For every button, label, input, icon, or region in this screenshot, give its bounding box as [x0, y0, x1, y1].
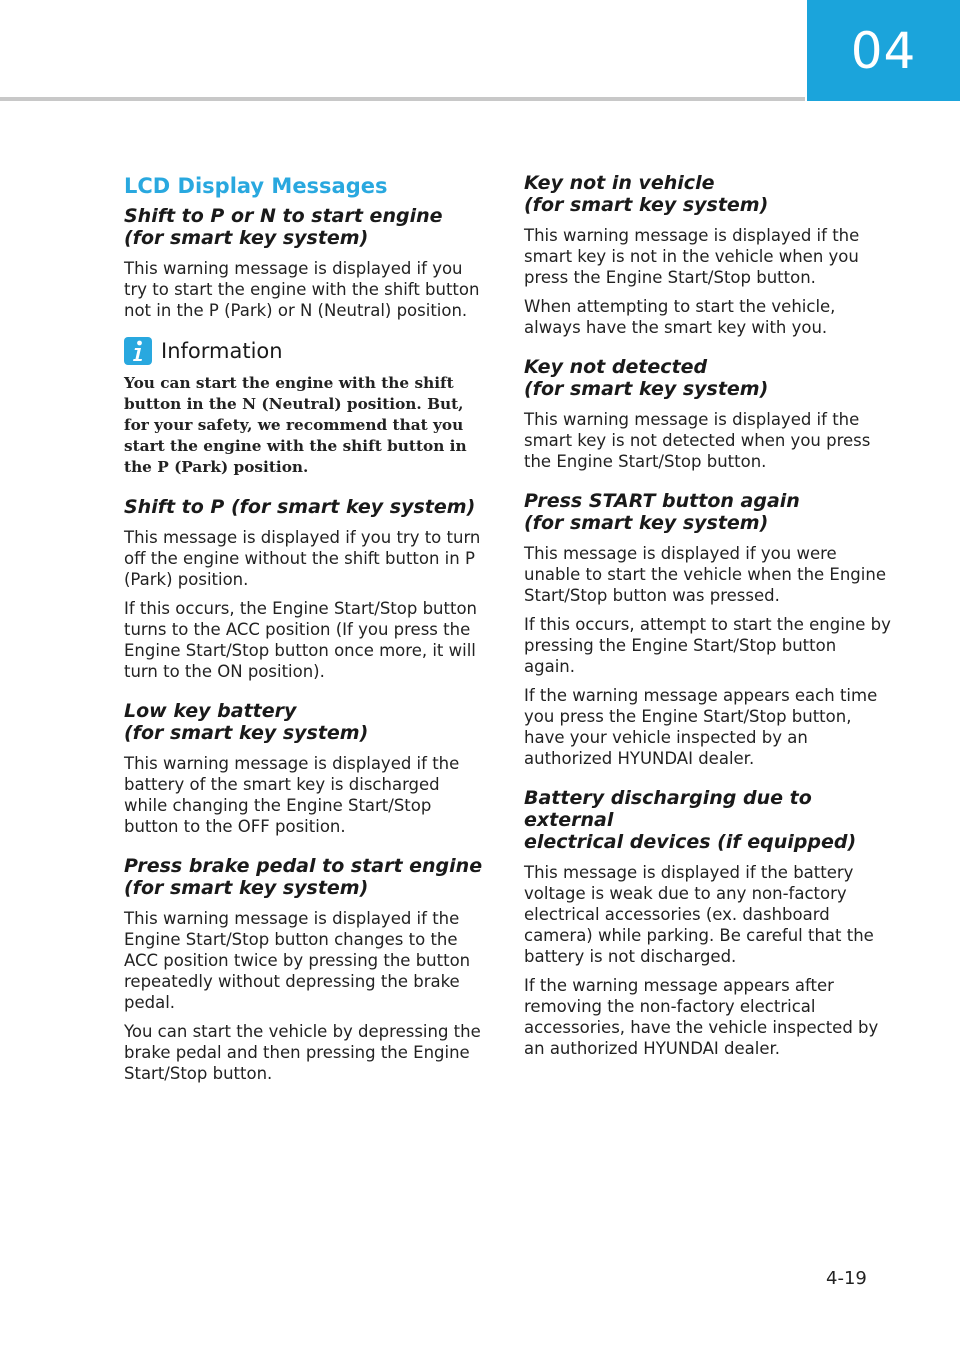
heading-battery-discharging: Battery discharging due to external electrical devices (if equipped) [524, 787, 857, 853]
paragraph: If the warning message appears each time you press the Engine Start/Stop button, have your vehicle inspected by an authorized HYUNDAI dealer. [524, 686, 878, 768]
information-header [124, 337, 486, 365]
left-column [124, 172, 486, 1092]
section-title: LCD Display Messages [124, 174, 388, 198]
heading-key-not-in-vehicle: Key not in vehicle (for smart key system) [524, 172, 769, 216]
chapter-tab [807, 0, 960, 101]
paragraph: If this occurs, attempt to start the engine by pressing the Engine Start/Stop button again. [524, 615, 891, 676]
information-text: You can start the engine with the shift button in the N (Neutral) position. But, for your safety, we recommend that you start the engine with the shift button in the P (Park) position. [124, 374, 467, 476]
heading-press-start-again: Press START button again (for smart key system) [524, 490, 800, 534]
paragraph: This message is displayed if you try to turn off the engine without the shift button in P (Park) position. [124, 528, 481, 589]
heading-key-not-detected: Key not detected (for smart key system) [524, 356, 769, 400]
paragraph: This warning message is displayed if the smart key is not in the vehicle when you press the Engine Start/Stop button. [524, 226, 860, 287]
page-number: 4-19 [826, 1268, 867, 1289]
information-title: Information [161, 339, 283, 363]
paragraph: When attempting to start the vehicle, always have the smart key with you. [524, 297, 836, 337]
paragraph: This warning message is displayed if you try to start the engine with the shift button not in the P (Park) or N (Neutral) position. [124, 259, 480, 320]
paragraph: If this occurs, the Engine Start/Stop button turns to the ACC position (If you press the Engine Start/Stop button once more, it will turn to the ON position). [124, 599, 478, 681]
heading-shift-p-or-n: Shift to P or N to start engine (for smart key system) [124, 205, 443, 249]
paragraph: This warning message is displayed if the smart key is not detected when you press the Engine Start/Stop button. [524, 410, 871, 471]
paragraph: This message is displayed if the battery voltage is weak due to any non-factory electrical accessories (ex. dashboard camera) while parking. Be careful that the battery is not discharged. [524, 863, 874, 966]
info-icon [124, 337, 152, 365]
paragraph: This warning message is displayed if the Engine Start/Stop button changes to the ACC position twice by pressing the button repeatedly without depressing the brake pedal. [124, 909, 471, 1012]
paragraph: This warning message is displayed if the battery of the smart key is discharged while changing the Engine Start/Stop button to the OFF position. [124, 754, 460, 836]
header-rule [0, 97, 805, 101]
paragraph: You can start the vehicle by depressing the brake pedal and then pressing the Engine Start/Stop button. [124, 1022, 481, 1083]
right-column [524, 172, 892, 1067]
paragraph: If the warning message appears after removing the non-factory electrical accessories, have the vehicle inspected by an authorized HYUNDAI dealer. [524, 976, 879, 1058]
chapter-number: 04 [850, 21, 917, 80]
heading-low-key-battery: Low key battery (for smart key system) [124, 700, 369, 744]
heading-shift-to-p: Shift to P (for smart key system) [124, 496, 476, 518]
paragraph: This message is displayed if you were unable to start the vehicle when the Engine Start/Stop button was pressed. [524, 544, 886, 605]
heading-press-brake-pedal: Press brake pedal to start engine (for smart key system) [124, 855, 483, 899]
